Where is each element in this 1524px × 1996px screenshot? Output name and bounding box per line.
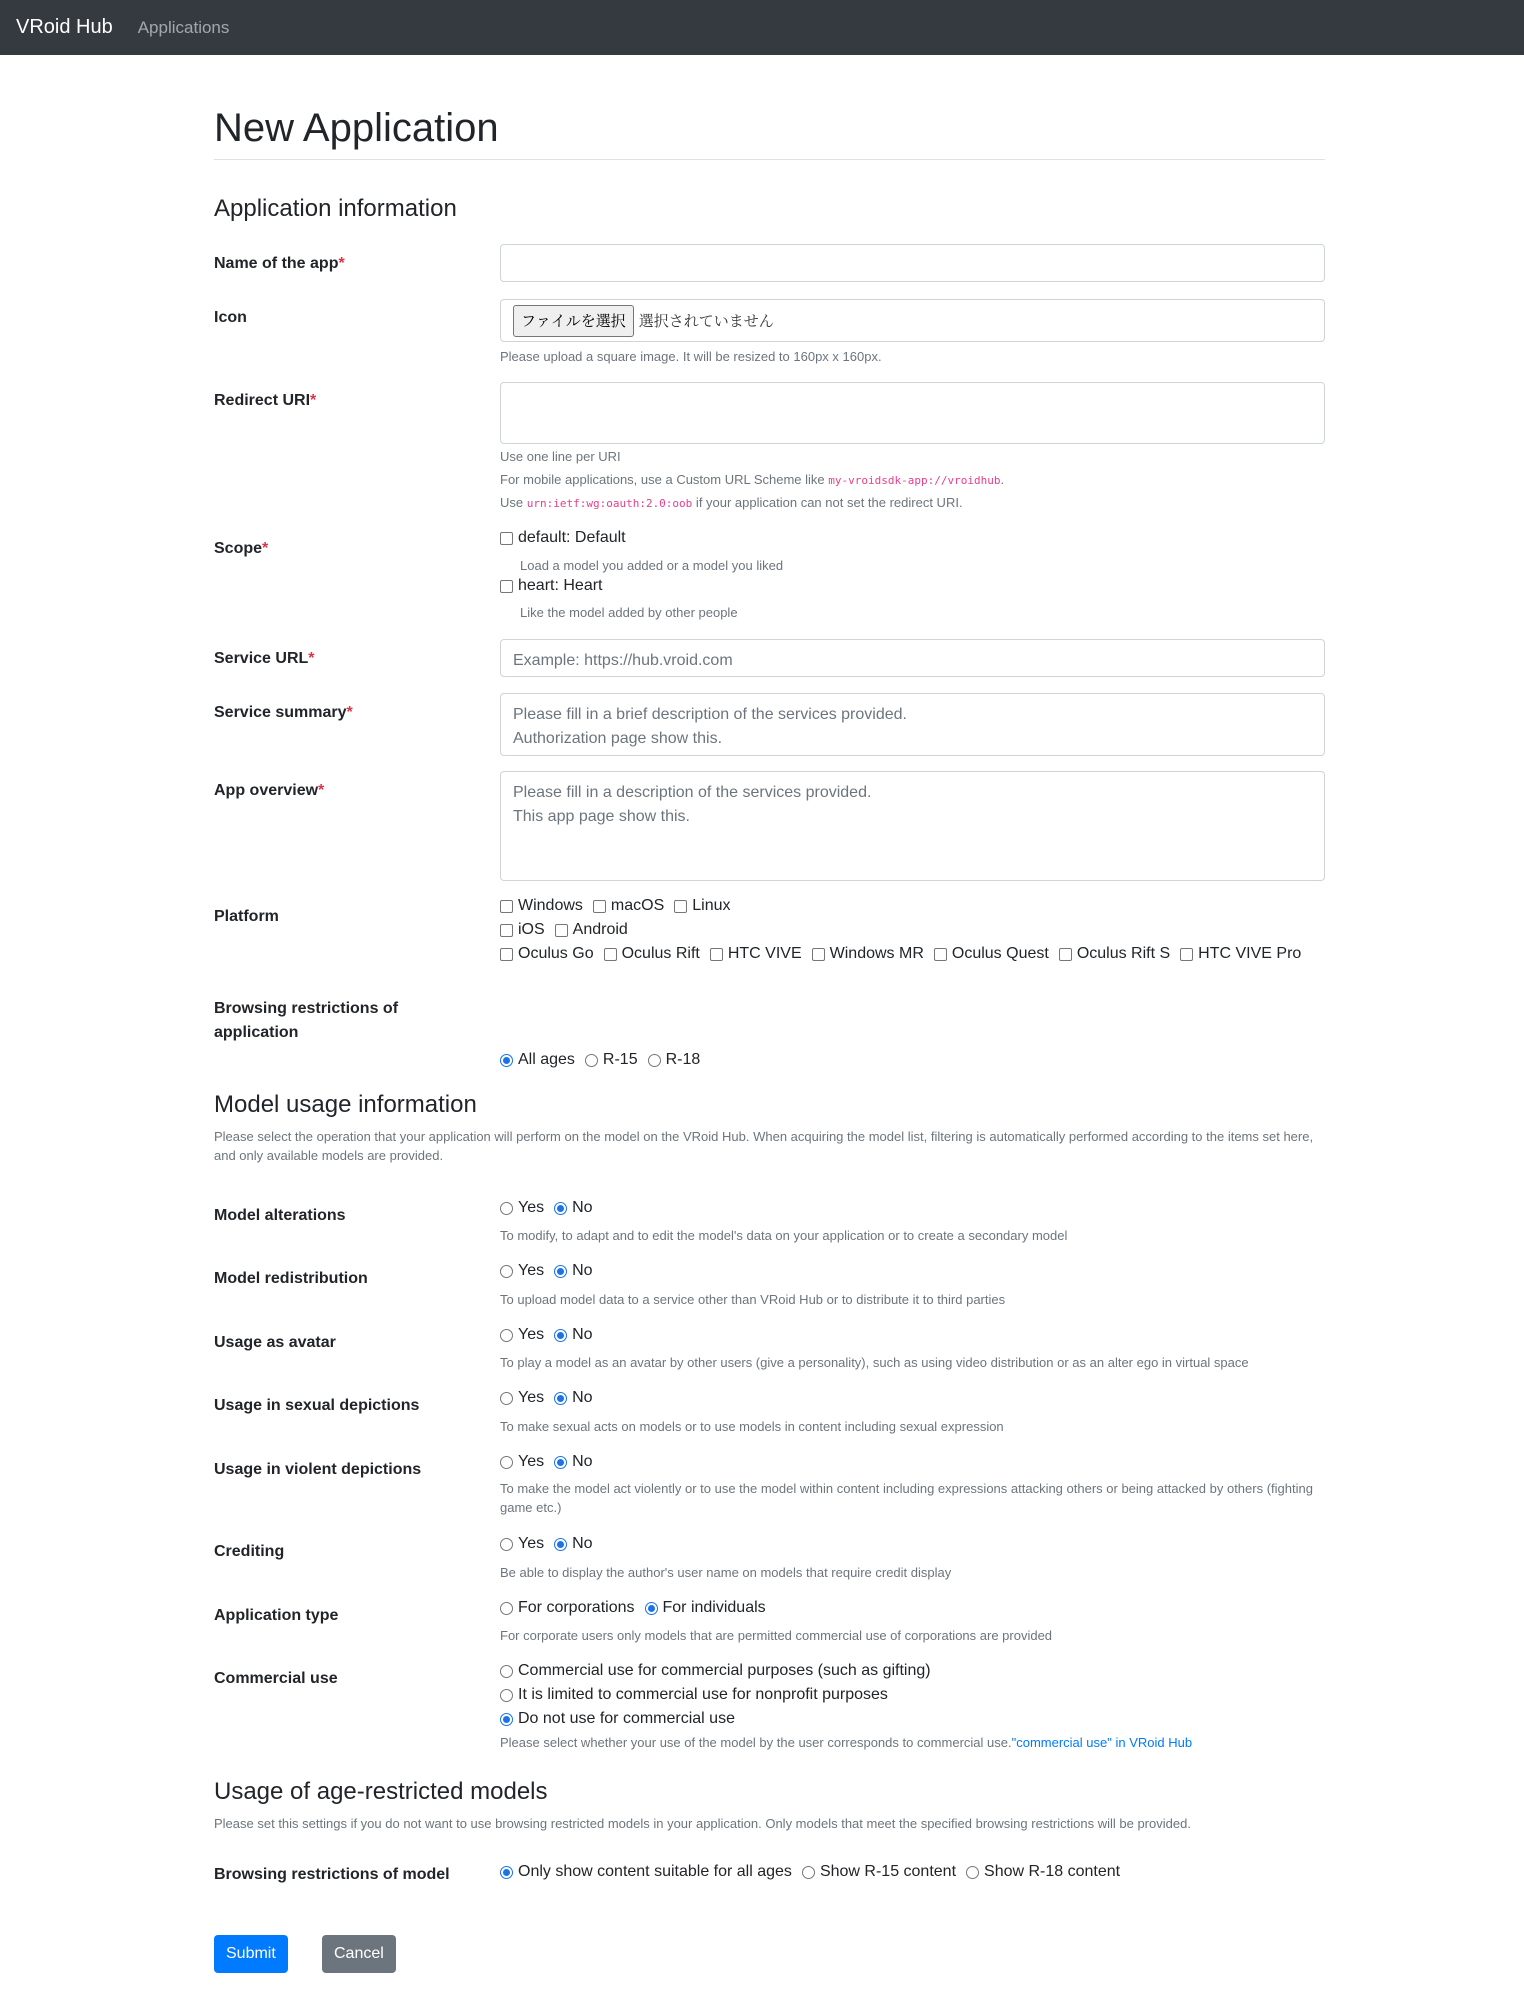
redirect-help-3: Use urn:ietf:wg:oauth:2.0:oob if your application can not set the redirect URI. <box>500 495 963 510</box>
commercial-help: Please select whether your use of the model by the user corresponds to commercial use."commercial use" in VRoid Hub <box>500 1735 1193 1750</box>
cancel-button[interactable]: Cancel <box>322 1935 396 1973</box>
redistribution-options <box>500 1262 603 1280</box>
section-title-age-restricted: Usage of age-restricted models <box>214 1778 548 1805</box>
age-r15[interactable]: Show R-15 content <box>802 1863 956 1881</box>
platform-oculus-quest[interactable]: Oculus Quest <box>934 945 1049 963</box>
icon-help: Please upload a square image. It will be resized to 160px x 160px. <box>500 349 882 364</box>
alterations-help: To modify, to adapt and to edit the model's data on your application or to create a secondary model <box>500 1228 1068 1243</box>
sexual-label: Usage in sexual depictions <box>214 1397 420 1414</box>
file-status: 選択されていません <box>638 311 774 330</box>
scope-heart-help: Like the model added by other people <box>520 605 738 620</box>
summary-textarea[interactable]: Please fill in a brief description of the services provided. Authorization page show this. <box>500 693 1325 756</box>
apptype-corporations[interactable]: For corporations <box>500 1599 635 1617</box>
redirect-help-1: Use one line per URI <box>500 449 621 464</box>
browsing-all-ages[interactable]: All ages <box>500 1051 575 1069</box>
section-title-model-usage: Model usage information <box>214 1091 477 1118</box>
redistribution-no[interactable]: No <box>554 1262 592 1280</box>
overview-textarea[interactable]: Please fill in a description of the services provided. This app page show this. <box>500 771 1325 881</box>
commercial-label: Commercial use <box>214 1670 338 1687</box>
age-r18[interactable]: Show R-18 content <box>966 1863 1120 1881</box>
apptype-label: Application type <box>214 1607 339 1624</box>
avatar-no[interactable]: No <box>554 1326 592 1344</box>
brand-link[interactable]: VRoid Hub <box>16 16 113 38</box>
crediting-yes[interactable]: Yes <box>500 1535 544 1553</box>
browsing-model-label: Browsing restrictions of model <box>214 1866 450 1883</box>
browsing-r18[interactable]: R-18 <box>648 1051 701 1069</box>
section-title-app-info: Application information <box>214 195 457 222</box>
browsing-r15[interactable]: R-15 <box>585 1051 638 1069</box>
apptype-help: For corporate users only models that are permitted commercial use of corporations are provided <box>500 1628 1053 1643</box>
age-restricted-desc: Please set this settings if you do not want to use browsing restricted models in your application. Only models that meet the specified browsing restrictions will be provided. <box>214 1816 1191 1831</box>
platform-windows[interactable]: Windows <box>500 897 583 915</box>
crediting-no[interactable]: No <box>554 1535 592 1553</box>
platform-htc-vive[interactable]: HTC VIVE <box>710 945 802 963</box>
scope-heart-option[interactable]: heart: Heart <box>500 577 602 595</box>
redirect-uri-textarea[interactable] <box>500 382 1325 444</box>
choose-file-button[interactable]: ファイルを選択 <box>513 305 634 337</box>
redistribution-yes[interactable]: Yes <box>500 1262 544 1280</box>
scope-label: Scope* <box>214 540 269 557</box>
avatar-label: Usage as avatar <box>214 1334 336 1351</box>
apptype-options <box>500 1599 776 1617</box>
age-all-ages[interactable]: Only show content suitable for all ages <box>500 1863 792 1881</box>
icon-file-input[interactable] <box>500 299 1325 342</box>
overview-label: App overview* <box>214 782 325 799</box>
commercial-option-3[interactable]: Do not use for commercial use <box>500 1710 735 1728</box>
name-label: Name of the app* <box>214 255 345 272</box>
redirect-label: Redirect URI* <box>214 392 317 409</box>
platform-label: Platform <box>214 908 279 925</box>
avatar-options <box>500 1326 603 1344</box>
crediting-options <box>500 1535 603 1553</box>
page-title: New Application <box>214 106 499 150</box>
sexual-no[interactable]: No <box>554 1389 592 1407</box>
apptype-individuals[interactable]: For individuals <box>645 1599 766 1617</box>
summary-label: Service summary* <box>214 704 353 721</box>
violent-label: Usage in violent depictions <box>214 1461 422 1478</box>
violent-options <box>500 1453 603 1471</box>
top-navbar <box>0 0 1524 55</box>
title-divider <box>214 159 1325 160</box>
platform-android[interactable]: Android <box>555 921 628 939</box>
sexual-help: To make sexual acts on models or to use models in content including sexual expression <box>500 1419 1004 1434</box>
crediting-label: Crediting <box>214 1543 285 1560</box>
platform-windows-mr[interactable]: Windows MR <box>812 945 924 963</box>
sexual-yes[interactable]: Yes <box>500 1389 544 1407</box>
submit-button[interactable]: Submit <box>214 1935 288 1973</box>
platform-ios[interactable]: iOS <box>500 921 545 939</box>
commercial-use-link[interactable]: "commercial use" in VRoid Hub <box>1011 1735 1193 1750</box>
redistribution-help: To upload model data to a service other than VRoid Hub or to distribute it to third parties <box>500 1292 1006 1307</box>
platform-oculus-rift[interactable]: Oculus Rift <box>604 945 700 963</box>
platform-row-1 <box>500 897 741 915</box>
platform-htc-vive-pro[interactable]: HTC VIVE Pro <box>1180 945 1301 963</box>
violent-yes[interactable]: Yes <box>500 1453 544 1471</box>
icon-label: Icon <box>214 309 247 326</box>
platform-macos[interactable]: macOS <box>593 897 664 915</box>
name-input[interactable] <box>500 244 1325 282</box>
scope-heart-checkbox[interactable] <box>500 580 513 593</box>
alterations-no[interactable]: No <box>554 1199 592 1217</box>
avatar-yes[interactable]: Yes <box>500 1326 544 1344</box>
platform-oculus-go[interactable]: Oculus Go <box>500 945 594 963</box>
nav-link-applications[interactable]: Applications <box>137 17 230 37</box>
violent-no[interactable]: No <box>554 1453 592 1471</box>
service-url-input[interactable]: Example: https://hub.vroid.com <box>500 639 1325 677</box>
sexual-options <box>500 1389 603 1407</box>
browsing-app-options <box>500 1051 710 1069</box>
redirect-help-2: For mobile applications, use a Custom URL Scheme like my-vroidsdk-app://vroidhub. <box>500 472 1005 487</box>
crediting-help: Be able to display the author's user name on models that require credit display <box>500 1565 952 1580</box>
platform-row-2 <box>500 921 638 939</box>
model-usage-desc: Please select the operation that your application will perform on the model on the VRoid Hub. When acquiring the model list, filtering is automatically performed according to the items set here, and only available models are provided. <box>214 1129 1314 1163</box>
service-url-label: Service URL* <box>214 650 315 667</box>
alterations-label: Model alterations <box>214 1207 346 1224</box>
violent-help: To make the model act violently or to use the model within content including expressions attacking others or being attacked by others (fighting game etc.) <box>500 1481 1313 1515</box>
scope-default-help: Load a model you added or a model you liked <box>520 558 784 573</box>
platform-row-3 <box>500 945 1311 963</box>
platform-linux[interactable]: Linux <box>674 897 730 915</box>
scope-default-checkbox[interactable] <box>500 532 513 545</box>
redistribution-label: Model redistribution <box>214 1270 368 1287</box>
scope-default-option[interactable]: default: Default <box>500 529 626 547</box>
commercial-option-2[interactable]: It is limited to commercial use for nonprofit purposes <box>500 1686 888 1704</box>
alterations-options <box>500 1199 603 1217</box>
commercial-option-1[interactable]: Commercial use for commercial purposes (such as gifting) <box>500 1662 931 1680</box>
alterations-yes[interactable]: Yes <box>500 1199 544 1217</box>
platform-oculus-rift-s[interactable]: Oculus Rift S <box>1059 945 1170 963</box>
browsing-model-options <box>500 1863 1130 1881</box>
avatar-help: To play a model as an avatar by other users (give a personality), such as using video distribution or as an alter ego in virtual space <box>500 1355 1249 1370</box>
browsing-app-label: Browsing restrictions of application <box>214 1000 399 1041</box>
